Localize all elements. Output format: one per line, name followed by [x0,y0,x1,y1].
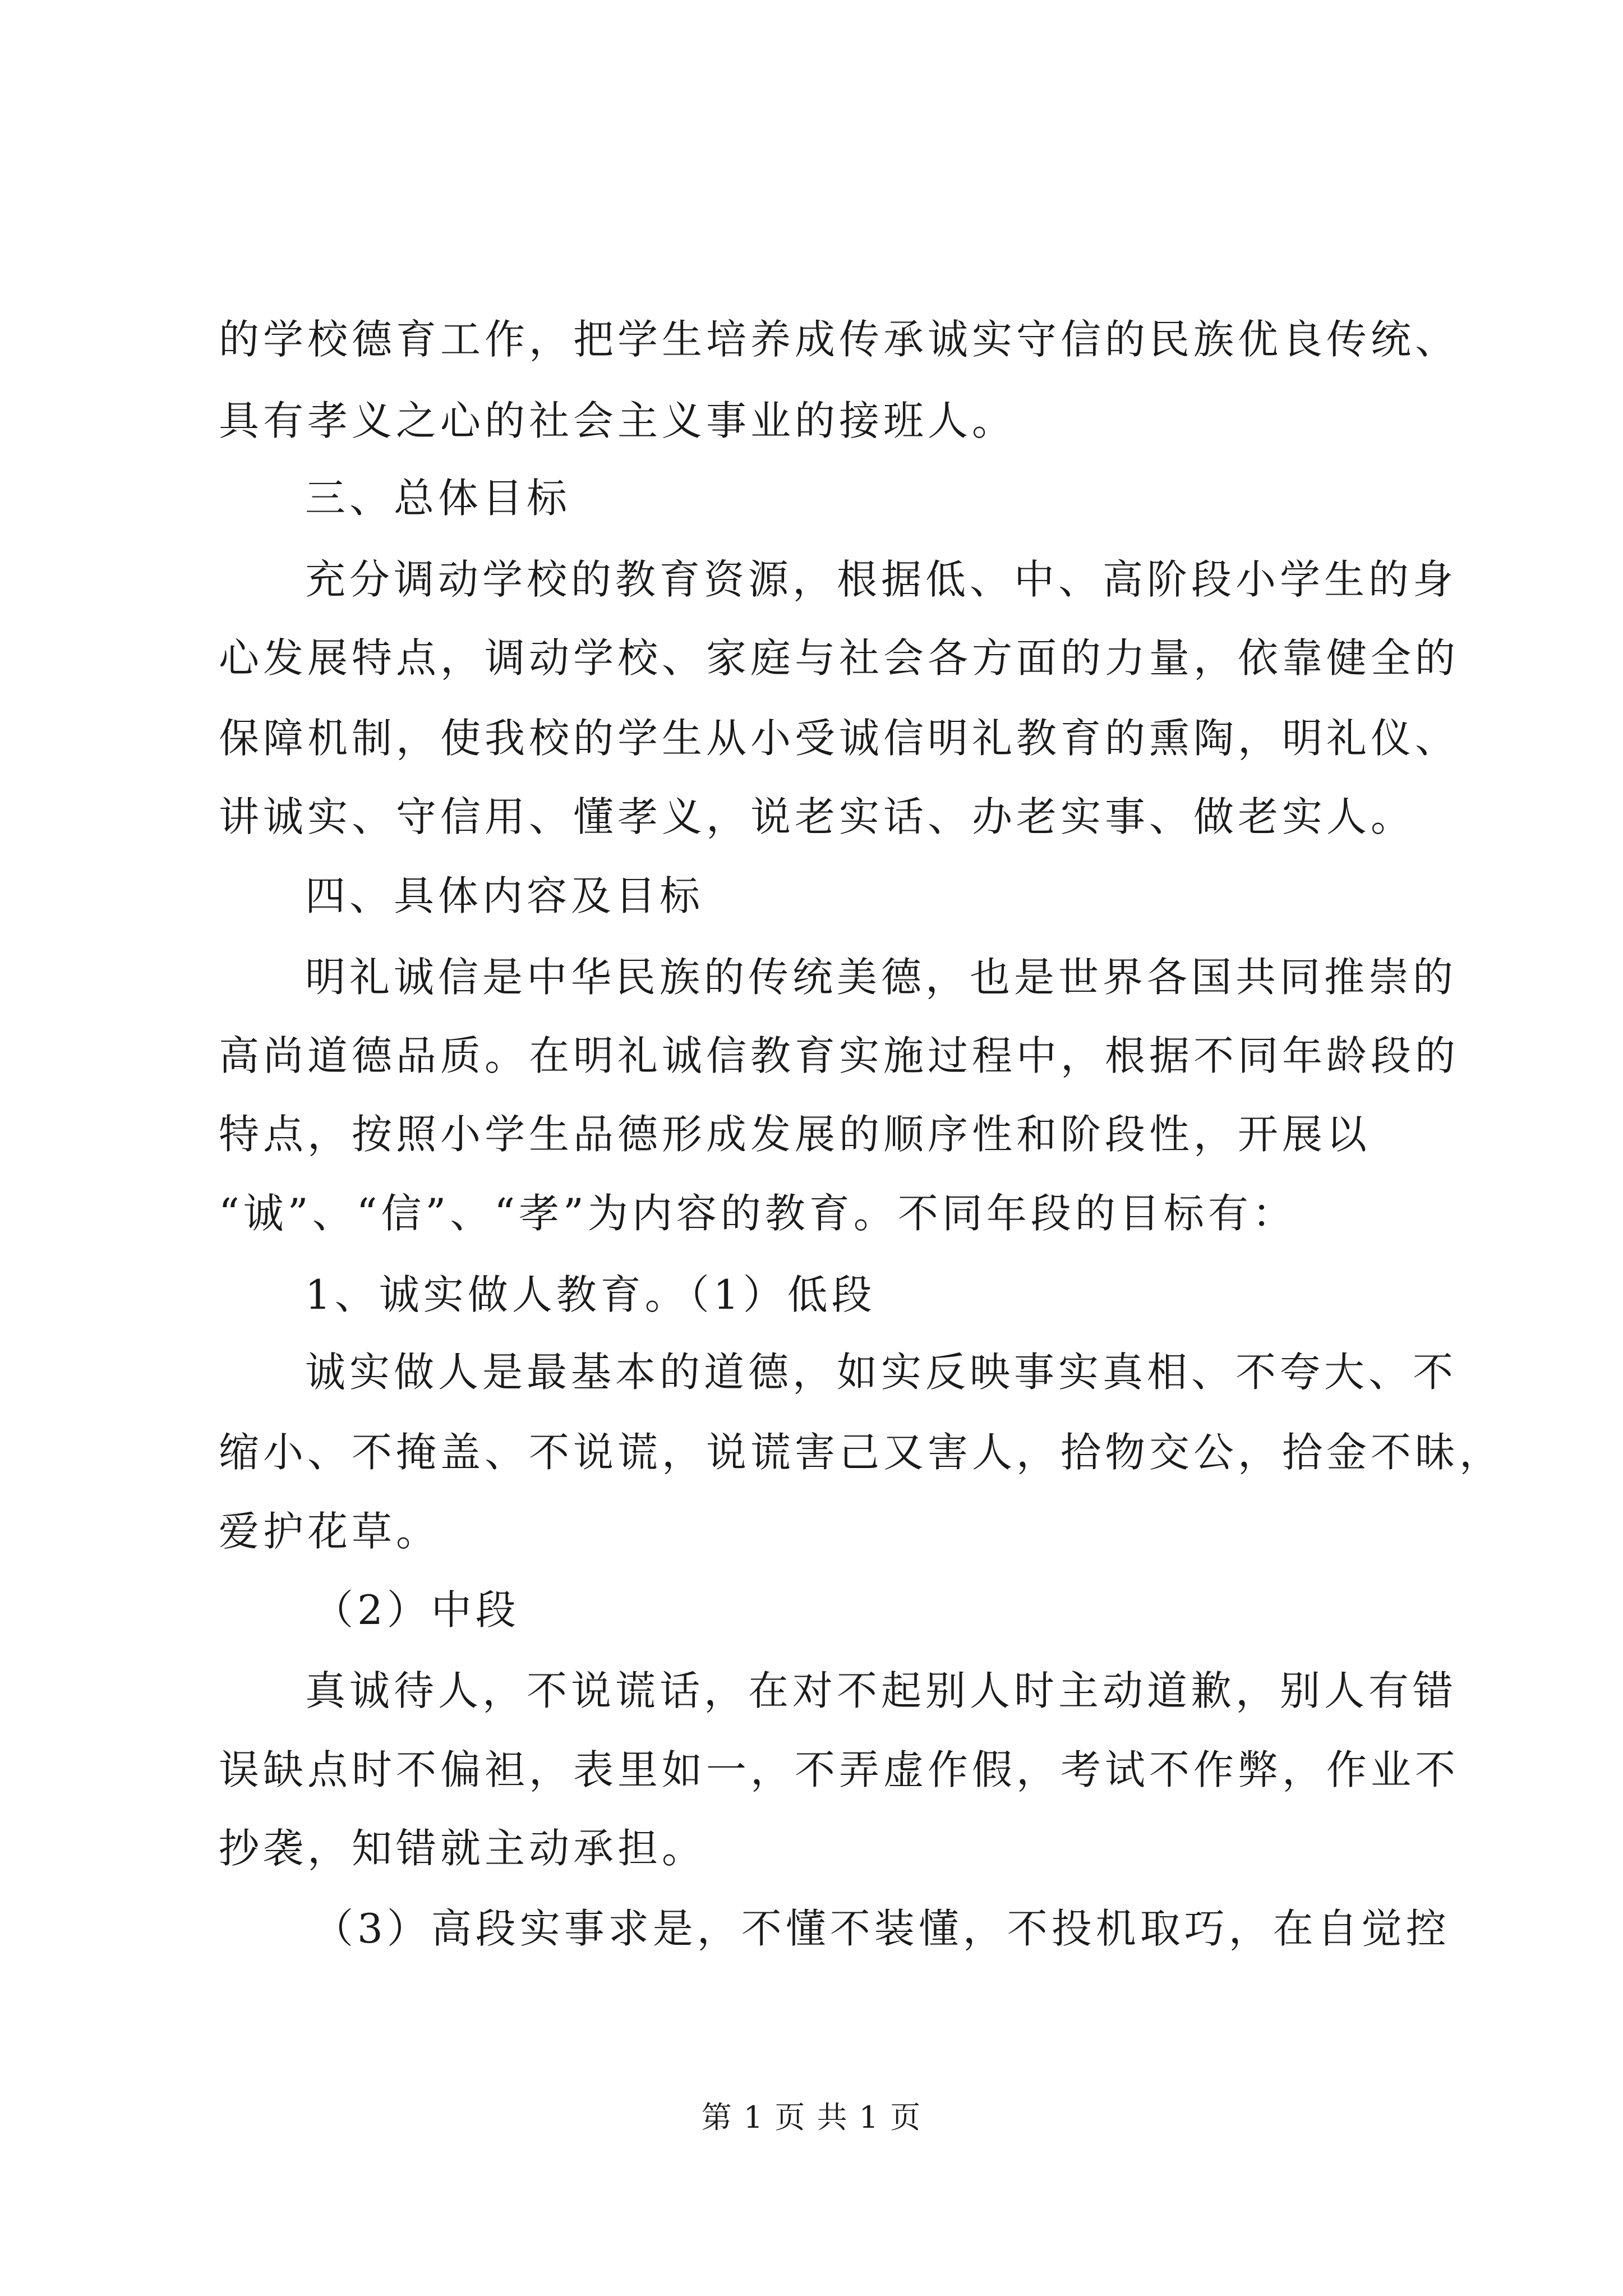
subsection-heading: （2）中段 [313,1586,520,1634]
section-heading: 三、总体目标 [305,475,571,522]
page-number-footer: 第 1 页 共 1 页 [701,2100,922,2135]
body-text-line: 缩小、不掩盖、不说谎，说谎害己又害人，拾物交公，拾金不昧， [219,1429,1504,1476]
body-text-line: 真诚待人，不说谎话，在对不起别人时主动道歉，别人有错 [305,1667,1458,1714]
body-text-line: 明礼诚信是中华民族的传统美德，也是世界各国共同推崇的 [305,954,1458,1001]
body-text-line: 抄袭，知错就主动承担。 [219,1825,707,1872]
body-text-line: 具有孝义之心的社会主义事业的接班人。 [219,397,1017,444]
body-text-line: 讲诚实、守信用、懂孝义，说老实话、办老实事、做老实人。 [219,793,1415,840]
subsection-heading: 1、诚实做人教育。（1）低段 [305,1271,876,1318]
section-heading: 四、具体内容及目标 [305,872,704,919]
body-text-line: 的学校德育工作，把学生培养成传承诚实守信的民族优良传统、 [219,316,1460,363]
body-text-line: 保障机制，使我校的学生从小受诚信明礼教育的熏陶，明礼仪、 [219,715,1460,762]
body-text-line: 诚实做人是最基本的道德，如实反映事实真相、不夸大、不 [305,1349,1458,1396]
body-text-line: 误缺点时不偏袒，表里如一，不弄虚作假，考试不作弊，作业不 [219,1746,1460,1793]
body-text-line: “诚”、“信”、“孝”为内容的教育。不同年段的目标有： [219,1190,1297,1237]
body-text-line: 特点，按照小学生品德形成发展的顺序性和阶段性，开展以 [219,1111,1371,1158]
body-text-line: 高尚道德品质。在明礼诚信教育实施过程中，根据不同年龄段的 [219,1032,1460,1079]
body-text-line: 心发展特点，调动学校、家庭与社会各方面的力量，依靠健全的 [219,634,1460,682]
body-text-line: 充分调动学校的教育资源，根据低、中、高阶段小学生的身 [305,556,1458,603]
body-text-line: （3）高段实事求是，不懂不装懂，不投机取巧，在自觉控 [313,1905,1450,1952]
body-text-line: 爱护花草。 [219,1508,441,1555]
